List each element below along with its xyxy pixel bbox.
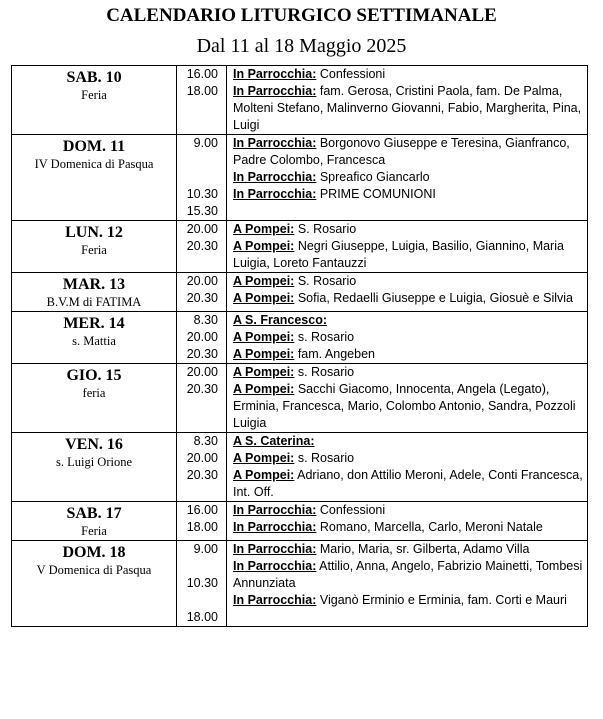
event-location: A Pompei: <box>233 451 295 465</box>
event-time: 20.30 <box>186 468 218 482</box>
event-intention: Sacchi Giacomo, Innocenta, Angela (Legato), Erminia, Francesca, Mario, Colombo Antonio, Sandra, Pozzoli Luigia <box>233 382 576 430</box>
events-cell <box>227 433 587 501</box>
event-location: A S. Francesco: <box>233 313 328 327</box>
event-location: In Parrocchia: <box>233 170 317 184</box>
event-time: 16.00 <box>186 503 218 517</box>
event-entry <box>233 364 584 381</box>
event-intention: Spreafico Giancarlo <box>316 170 430 184</box>
day-name: SAB. 10 <box>66 69 122 86</box>
day-liturgical-note: B.V.M di FATIMA <box>46 295 142 309</box>
event-entry <box>233 238 584 272</box>
events-cell <box>227 502 587 540</box>
time-cell <box>177 364 227 432</box>
event-location: A Pompei: <box>233 330 295 344</box>
event-location: In Parrocchia: <box>233 559 317 573</box>
time-cell <box>177 433 227 501</box>
page-title: CALENDARIO LITURGICO SETTIMANALE <box>106 5 497 26</box>
event-entry <box>233 169 584 186</box>
event-entry <box>233 186 584 203</box>
event-location: In Parrocchia: <box>233 520 317 534</box>
events-cell <box>227 273 587 311</box>
event-intention: Mario, Maria, sr. Gilberta, Adamo Villa <box>316 542 530 556</box>
events-cell <box>227 312 587 363</box>
day-cell <box>12 364 177 432</box>
date-range-subtitle: Dal 11 al 18 Maggio 2025 <box>196 35 407 57</box>
event-time: 20.00 <box>186 222 218 236</box>
event-time: 15.30 <box>186 204 218 218</box>
event-location: In Parrocchia: <box>233 593 317 607</box>
event-time <box>177 592 224 609</box>
day-name: SAB. 17 <box>66 505 122 522</box>
event-entry <box>233 558 584 592</box>
day-row <box>12 66 587 134</box>
event-time: 18.00 <box>186 84 218 98</box>
event-time: 8.30 <box>193 313 218 327</box>
day-liturgical-note: s. Luigi Orione <box>55 455 133 469</box>
day-row <box>12 432 587 501</box>
event-location: A Pompei: <box>233 239 295 253</box>
weekly-calendar-table <box>11 65 588 627</box>
event-intention: Confessioni <box>316 67 386 81</box>
event-time: 9.00 <box>193 136 218 150</box>
event-location: In Parrocchia: <box>233 503 317 517</box>
event-time: 20.30 <box>186 347 218 361</box>
event-intention: s. Rosario <box>294 330 355 344</box>
event-entry <box>233 273 584 290</box>
event-intention: PRIME COMUNIONI <box>316 187 436 201</box>
event-entry <box>233 346 584 363</box>
day-row <box>12 501 587 540</box>
day-liturgical-note: V Domenica di Pasqua <box>36 563 152 577</box>
day-row <box>12 134 587 220</box>
event-location: In Parrocchia: <box>233 187 317 201</box>
time-cell <box>177 66 227 134</box>
day-cell <box>12 312 177 363</box>
day-liturgical-note: s. Mattia <box>72 334 116 348</box>
event-time: 20.30 <box>186 382 218 396</box>
event-entry <box>233 519 584 536</box>
events-cell <box>227 221 587 272</box>
event-entry <box>233 83 584 134</box>
day-cell <box>12 273 177 311</box>
event-entry <box>233 66 584 83</box>
event-intention: Negri Giuseppe, Luigia, Basilio, Giannino, Maria Luigia, Loreto Fantauzzi <box>233 239 564 270</box>
event-time <box>177 558 224 575</box>
event-time <box>177 169 224 186</box>
event-time: 8.30 <box>193 434 218 448</box>
event-time: 10.30 <box>186 187 218 201</box>
event-location: A Pompei: <box>233 468 295 482</box>
event-intention: Borgonovo Giuseppe e Teresina, Gianfranco, Padre Colombo, Francesca <box>233 136 570 167</box>
day-liturgical-note: Feria <box>81 243 107 257</box>
event-intention: Confessioni <box>316 503 386 517</box>
event-time <box>177 152 224 169</box>
day-cell <box>12 433 177 501</box>
time-cell <box>177 221 227 272</box>
event-intention: fam. Angeben <box>294 347 375 361</box>
event-intention: s. Rosario <box>294 451 355 465</box>
day-row <box>12 272 587 311</box>
event-time: 9.00 <box>193 542 218 556</box>
events-cell <box>227 66 587 134</box>
event-time: 10.30 <box>186 576 218 590</box>
day-name: MER. 14 <box>63 315 125 332</box>
day-row <box>12 311 587 363</box>
event-location: A Pompei: <box>233 347 295 361</box>
event-intention: Sofia, Redaelli Giuseppe e Luigia, Giosuè e Silvia <box>294 291 573 305</box>
event-time: 20.00 <box>186 330 218 344</box>
event-time: 16.00 <box>186 67 218 81</box>
event-location: A Pompei: <box>233 274 295 288</box>
event-time: 18.00 <box>186 520 218 534</box>
event-intention: Adriano, don Attilio Meroni, Adele, Conti Francesca, Int. Off. <box>233 468 583 499</box>
day-cell <box>12 502 177 540</box>
event-time: 20.00 <box>186 274 218 288</box>
events-cell <box>227 135 587 220</box>
event-intention: s. Rosario <box>294 365 355 379</box>
day-name: LUN. 12 <box>65 224 123 241</box>
event-intention: S. Rosario <box>294 274 357 288</box>
time-cell <box>177 135 227 220</box>
event-location: In Parrocchia: <box>233 67 317 81</box>
day-liturgical-note: Feria <box>81 88 107 102</box>
event-entry <box>233 541 584 558</box>
events-cell <box>227 541 587 626</box>
day-cell <box>12 221 177 272</box>
events-cell <box>227 364 587 432</box>
event-entry <box>233 290 584 307</box>
day-liturgical-note: feria <box>82 386 106 400</box>
event-time: 20.00 <box>186 365 218 379</box>
event-entry <box>233 467 584 501</box>
time-cell <box>177 541 227 626</box>
event-location: A Pompei: <box>233 291 295 305</box>
day-liturgical-note: Feria <box>81 524 107 538</box>
event-entry <box>233 592 584 609</box>
day-row <box>12 220 587 272</box>
event-time: 20.30 <box>186 239 218 253</box>
event-intention: fam. Gerosa, Cristini Paola, fam. De Palma, Molteni Stefano, Malinverno Giovanni, Fabio, Margherita, Pina, Luigi <box>233 84 582 132</box>
time-cell <box>177 312 227 363</box>
day-cell <box>12 541 177 626</box>
event-entry <box>233 450 584 467</box>
day-name: DOM. 11 <box>62 138 126 155</box>
event-intention: Romano, Marcella, Carlo, Meroni Natale <box>316 520 543 534</box>
event-time: 20.00 <box>186 451 218 465</box>
event-time: 20.30 <box>186 291 218 305</box>
day-cell <box>12 135 177 220</box>
day-cell <box>12 66 177 134</box>
event-location: A S. Caterina: <box>233 434 315 448</box>
day-name: VEN. 16 <box>65 436 123 453</box>
event-location: In Parrocchia: <box>233 136 317 150</box>
event-entry <box>233 502 584 519</box>
event-location: In Parrocchia: <box>233 542 317 556</box>
time-cell <box>177 273 227 311</box>
event-entry <box>233 221 584 238</box>
event-location: In Parrocchia: <box>233 84 317 98</box>
day-name: MAR. 13 <box>62 276 126 293</box>
event-entry <box>233 433 584 450</box>
day-liturgical-note: IV Domenica di Pasqua <box>34 157 154 171</box>
day-row <box>12 540 587 626</box>
event-location: A Pompei: <box>233 365 295 379</box>
event-intention: S. Rosario <box>294 222 357 236</box>
event-entry <box>233 381 584 432</box>
day-name: DOM. 18 <box>62 544 126 561</box>
event-entry <box>233 329 584 346</box>
event-location: A Pompei: <box>233 382 295 396</box>
event-intention: Attilio, Anna, Angelo, Fabrizio Mainetti, Tombesi Annunziata <box>233 559 583 590</box>
event-entry <box>233 312 584 329</box>
day-name: GIO. 15 <box>66 367 122 384</box>
event-location: A Pompei: <box>233 222 295 236</box>
event-entry <box>233 135 584 169</box>
day-row <box>12 363 587 432</box>
event-intention: Viganò Erminio e Erminia, fam. Corti e Mauri <box>316 593 567 607</box>
time-cell <box>177 502 227 540</box>
event-time: 18.00 <box>186 610 218 624</box>
